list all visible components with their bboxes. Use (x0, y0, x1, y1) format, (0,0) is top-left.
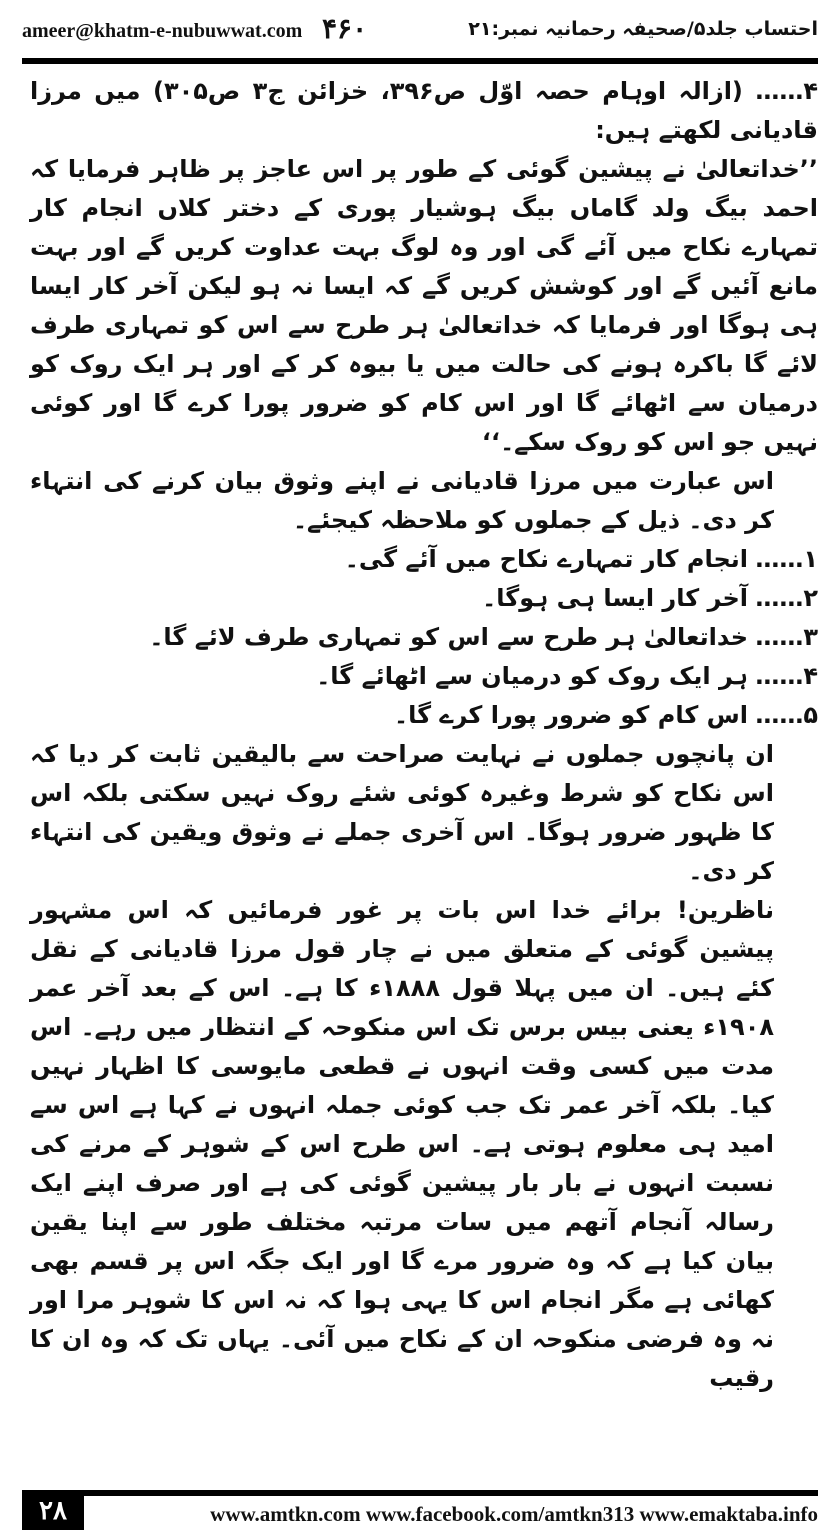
page-body (30, 72, 818, 1472)
list-item-text: آخر کار ایسا ہی ہوگا۔ (482, 584, 748, 612)
list-item-text: خداتعالیٰ ہر طرح سے اس کو تمہاری طرف لائے گا۔ (149, 623, 748, 651)
page-header (22, 6, 818, 52)
footer-links: www.amtkn.com www.facebook.com/amtkn313 www.emaktaba.info (210, 1502, 818, 1526)
conclusion-paragraph: ان پانچوں جملوں نے نہایت صراحت سے بالیقین ثابت کر دیا کہ اس نکاح کو شرط وغیرہ کوئی شئے روک نہیں سکتی بلکہ اس کا ظہور ضرور ہوگا۔ اس آخری جملے نے وثوق ویقین کی انتہاء کر دی۔ (30, 740, 774, 885)
list-item-text: اس کام کو ضرور پورا کرے گا۔ (394, 701, 748, 729)
list-item (30, 540, 818, 579)
footer-page-number: ۲۸ (22, 1492, 84, 1530)
list-item-number: ۳…… (755, 623, 818, 651)
list-item-text: ہر ایک روک کو درمیان سے اٹھائے گا۔ (316, 662, 748, 690)
quote-intro: ۴…… (ازالہ اوہام حصہ اوّل ص۳۹۶، خزائن ج۳ ص۳۰۵) میں مرزا قادیانی لکھتے ہیں: (30, 77, 818, 144)
list-item (30, 618, 818, 657)
points-list (30, 540, 818, 735)
list-item-number: ۴…… (755, 662, 818, 690)
header-title: احتساب جلد۵/صحیفہ رحمانیہ نمبر:۲۱ (468, 18, 818, 40)
header-email: ameer@khatm-e-nubuwwat.com (22, 20, 303, 42)
list-item (30, 579, 818, 618)
footer-rule (22, 1490, 818, 1496)
list-item-number: ۲…… (755, 584, 818, 612)
header-page-number: ۴۶۰ (322, 12, 368, 45)
list-item-text: انجام کار تمہارے نکاح میں آئے گی۔ (344, 545, 748, 573)
header-rule (22, 58, 818, 64)
list-item-number: ۱…… (755, 545, 818, 573)
commentary-paragraph: اس عبارت میں مرزا قادیانی نے اپنے وثوق بیان کرنے کی انتہاء کر دی۔ ذیل کے جملوں کو ملاحظہ کیجئے۔ (30, 467, 774, 534)
quote-text: ’’خداتعالیٰ نے پیشین گوئی کے طور پر اس عاجز پر ظاہر فرمایا کہ احمد بیگ ولد گاماں بیگ ہوشیار پوری کے دختر کلاں انجام کار تمہارے نکاح میں آئے گی اور وہ لوگ بہت عداوت کریں گے اور بہت مانع آئیں گے اور کوشش کریں گے کہ ایسا نہ ہو لیکن آخر کار ایسا ہی ہوگا اور فرمایا کہ خداتعالیٰ ہر طرح سے اس کو تمہاری طرف لائے گا باکرہ ہونے کی حالت میں یا بیوہ کر کے اور ہر ایک روک کو درمیان سے اٹھائے گا اور اس کام کو ضرور پورا کرے گا اور کوئی نہیں جو اس کو روک سکے۔‘‘ (30, 155, 818, 456)
page-footer (22, 1490, 818, 1532)
list-item-number: ۵…… (755, 701, 818, 729)
list-item (30, 657, 818, 696)
closing-paragraph: ناظرین! برائے خدا اس بات پر غور فرمائیں کہ اس مشہور پیشین گوئی کے متعلق میں نے چار قول مرزا قادیانی کے نقل کئے ہیں۔ ان میں پہلا قول ۱۸۸۸ء کا ہے۔ اس کے بعد آخر عمر ۱۹۰۸ء یعنی بیس برس تک اس منکوحہ کے انتظار میں رہے۔ اس مدت میں کسی وقت انہوں نے قطعی مایوسی کا اظہار نہیں کیا۔ بلکہ آخر عمر تک جب کوئی جملہ انہوں نے کہا ہے اس سے امید ہی معلوم ہوتی ہے۔ اس طرح اس کے شوہر کے مرنے کی نسبت انہوں نے بار بار پیشین گوئی کی ہے اور صرف اپنے ایک رسالہ آنجام آتھم میں سات مرتبہ مختلف طور سے اپنا یقین بیان کیا ہے کہ وہ ضرور مرے گا اور ایک جگہ اس پر قسم بھی کھائی ہے مگر انجام اس کا یہی ہوا کہ نہ اس کا شوہر مرا اور نہ وہ فرضی منکوحہ ان کے نکاح میں آئی۔ یہاں تک کہ وہ ان کا رقیب (30, 896, 774, 1392)
list-item (30, 696, 818, 735)
